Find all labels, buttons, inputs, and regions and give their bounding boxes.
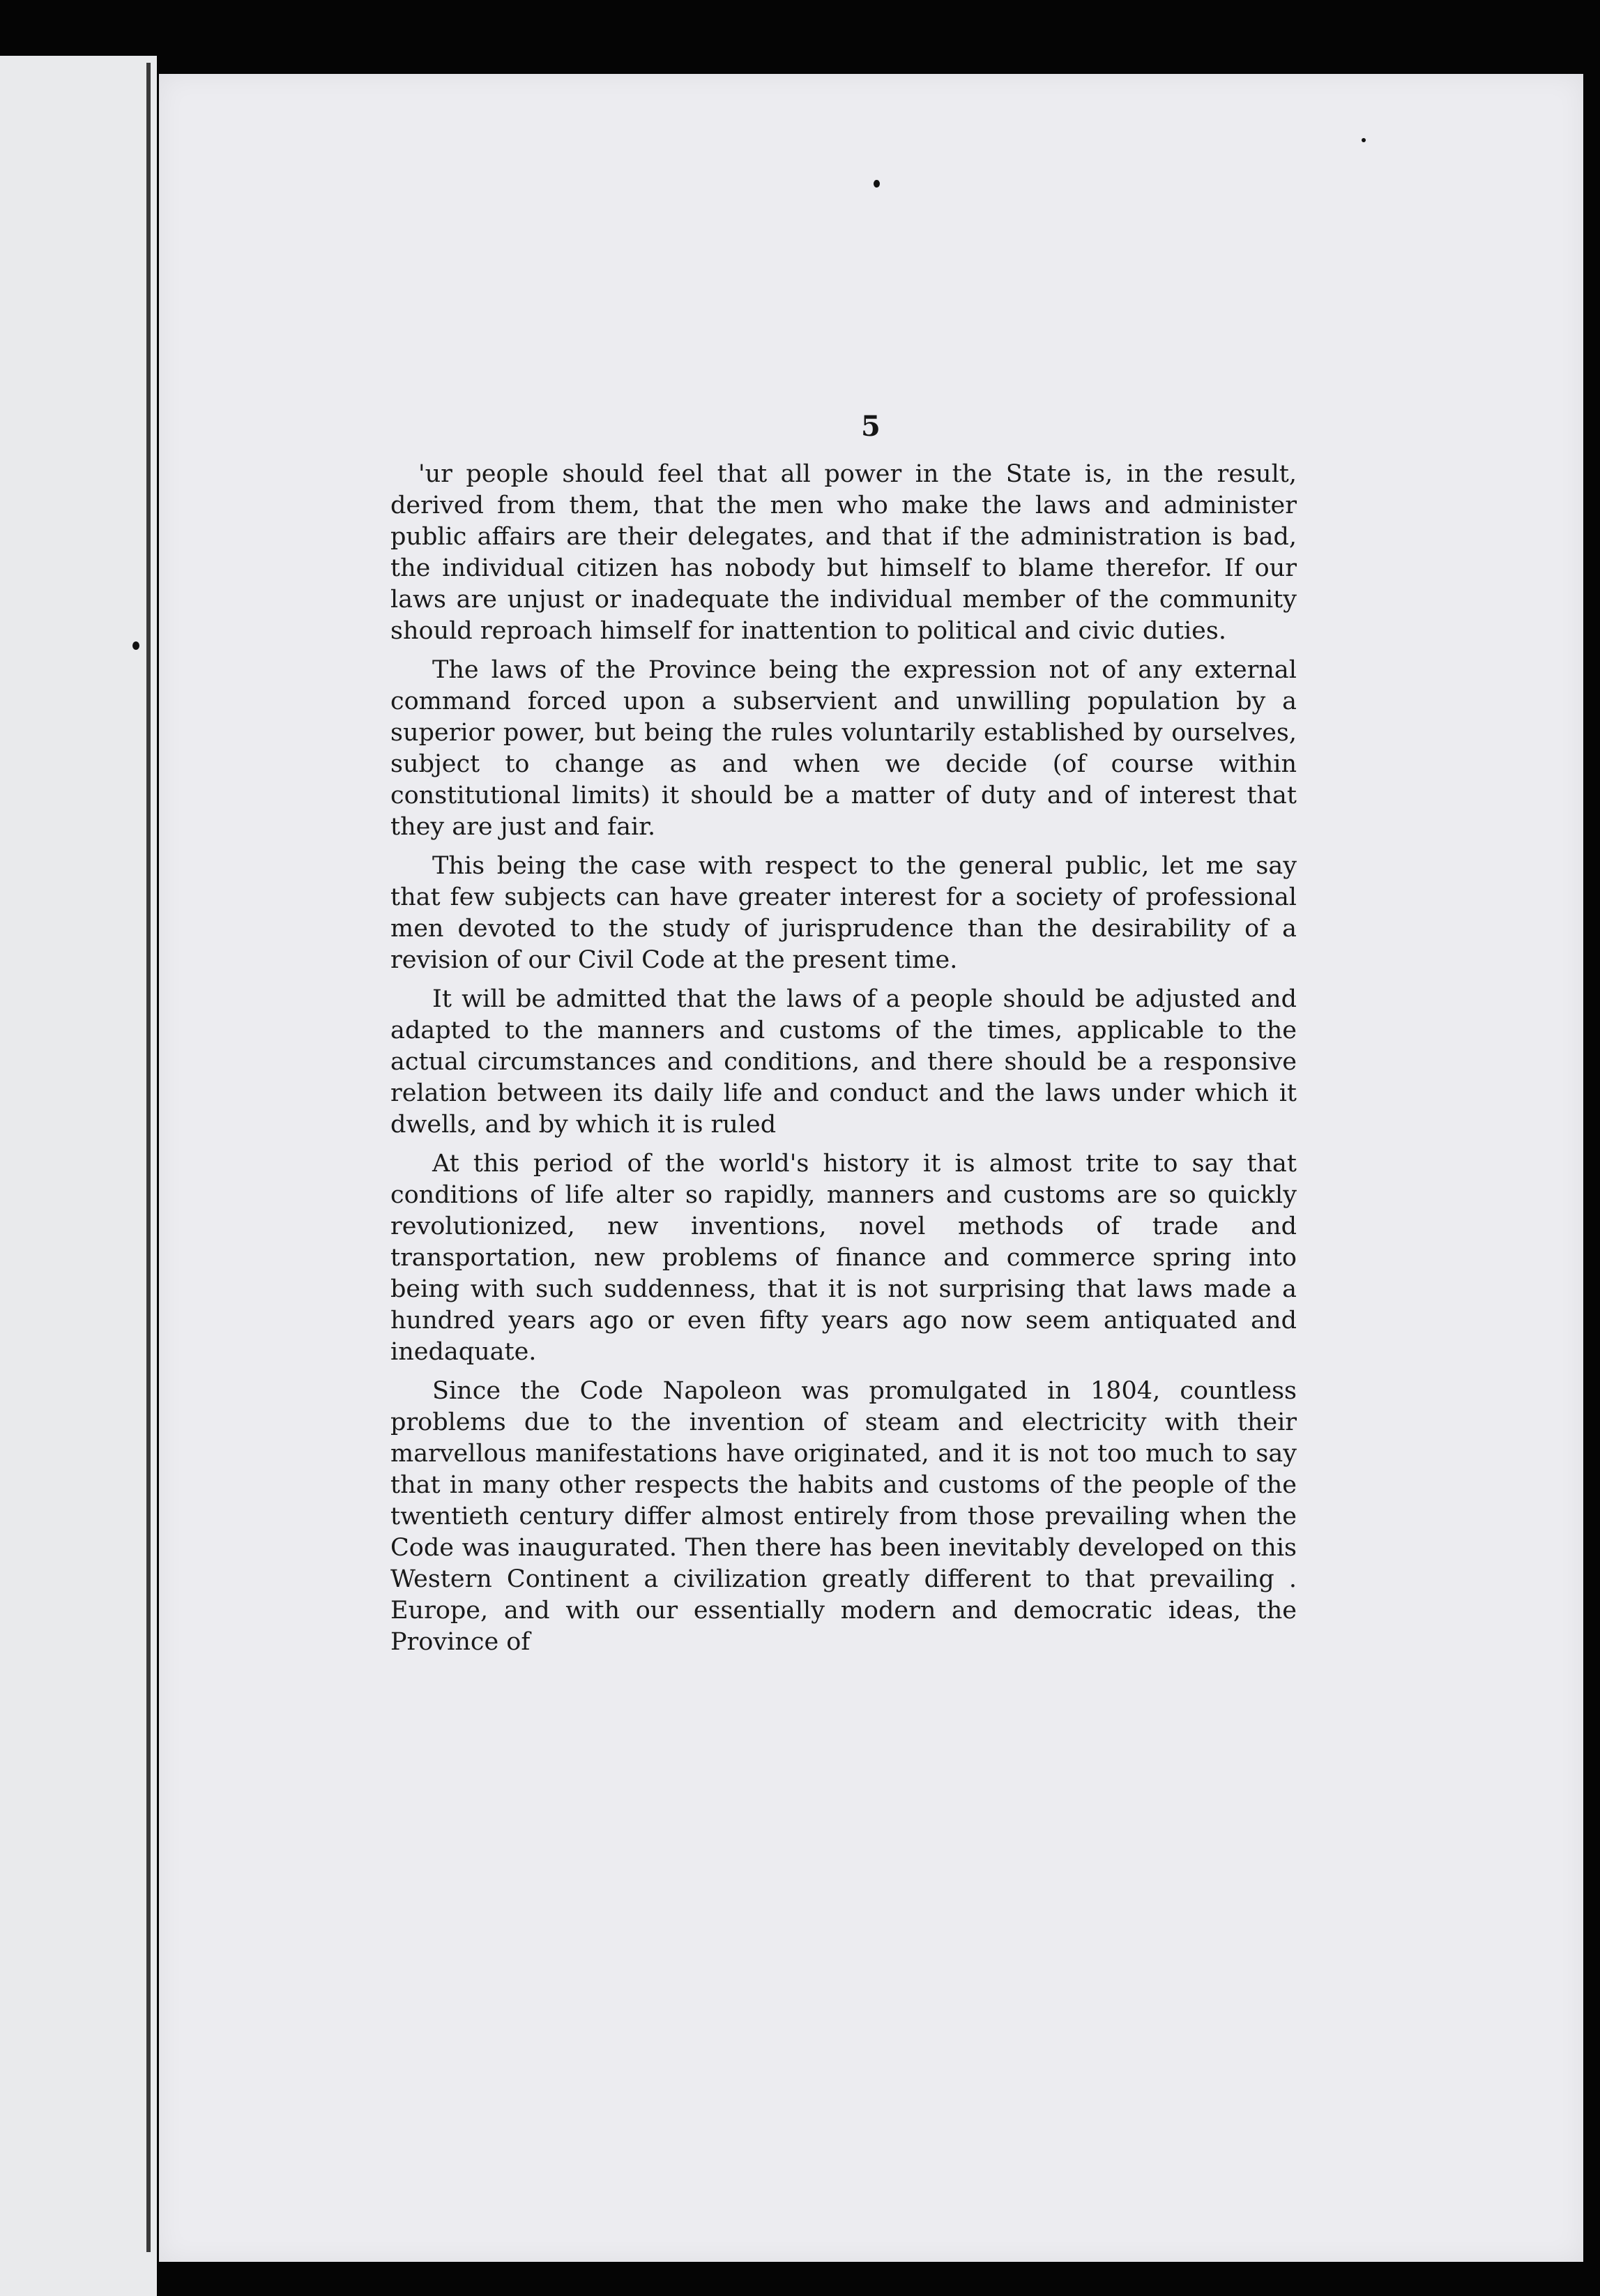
- dust-speck: [1362, 138, 1366, 142]
- paragraph: The laws of the Province being the expression not of any external command forced upon a subservient and unwilling population by a superior power, but being the rules voluntarily established by ourselves, subject to change as and when we decide (of course within constitutional limits) it should be a matter of duty and of interest that they are just and fair.: [390, 656, 1297, 841]
- previous-page-edge: [0, 56, 157, 2296]
- dust-speck: [874, 180, 880, 188]
- paragraph: At this period of the world's history it is almost trite to say that conditions of life alter so rapidly, manners and customs are so quickly revolutionized, new inventions, novel methods of trade and transportation, new problems of finance and commerce spring into being with such suddenness, that it is not surprising that laws made a hundred years ago or even fifty years ago now seem antiquated and inedaquate.: [390, 1150, 1297, 1366]
- paragraph: This being the case with respect to the general public, let me say that few subjects can have greater interest for a society of professional men devoted to the study of jurisprudence than the desirability of a revision of our Civil Code at the present time.: [390, 852, 1297, 974]
- body-text: [390, 459, 1297, 1666]
- paragraph: It will be admitted that the laws of a people should be adjusted and adapted to the manners and customs of the times, applicable to the actual circumstances and conditions, and there should be a responsive relation between its daily life and conduct and the laws under which it dwells, and by which it is ruled: [390, 985, 1297, 1139]
- paragraph: Since the Code Napoleon was promulgated in 1804, countless problems due to the invention of steam and electricity with their marvellous manifestations have originated, and it is not too much to say that in many other respects the habits and customs of the people of the twentieth century differ almost entirely from those prevailing when the Code was inaugurated. Then there has been inevitably developed on this Western Continent a civilization greatly different to that prevailing . Europe, and with our essentially modern and democratic ideas, the Province of: [390, 1377, 1297, 1656]
- dust-speck: [132, 641, 139, 650]
- paragraph: 'ur people should feel that all power in the State is, in the result, derived from them, that the men who make the laws and administer public affairs are their delegates, and that if the administration is bad, the individual citizen has nobody but himself to blame therefor. If our laws are unjust or inadequate the individual member of the community should reproach himself for inattention to political and civic duties.: [390, 460, 1297, 645]
- page-number: 5: [861, 410, 881, 443]
- binding-shadow: [146, 63, 151, 2252]
